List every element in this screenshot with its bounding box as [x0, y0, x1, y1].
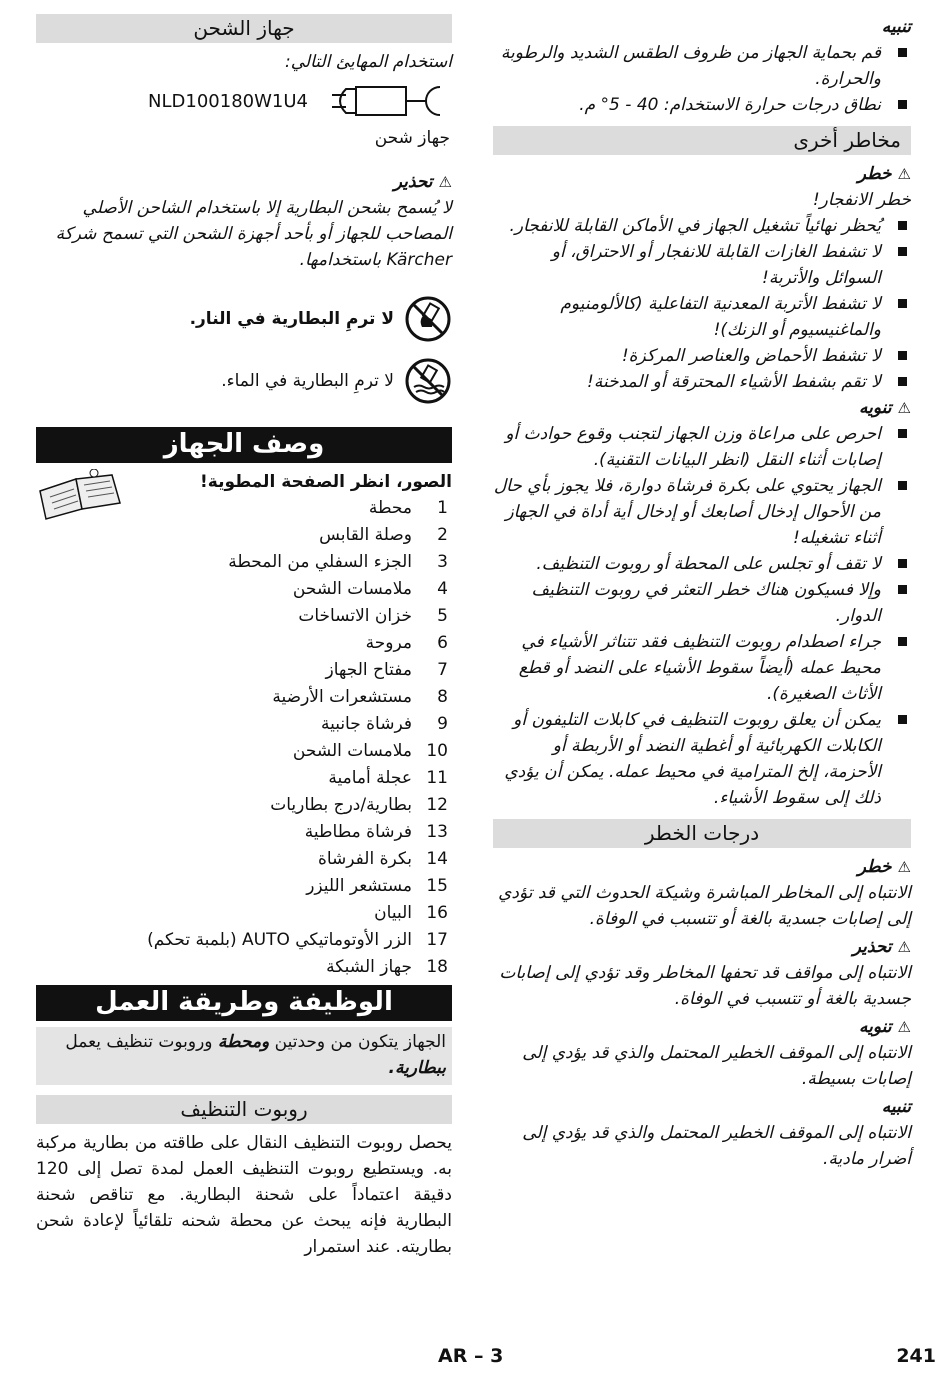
part-item	[36, 711, 452, 738]
part-number: 18	[426, 957, 448, 977]
function-text-b: وروبوت تنظيف يعمل	[65, 1032, 218, 1052]
part-item	[36, 900, 452, 927]
page-number: 241	[896, 1345, 936, 1367]
part-item	[36, 927, 452, 954]
warning-triangle-icon: ⚠	[897, 165, 911, 183]
part-number: 3	[437, 552, 448, 572]
level-text: الانتباه إلى المخاطر المباشرة وشيكة الحدوث التي قد تؤدي إلى إصابات جسدية بالغة أو تتسبب في الوفاة.	[498, 883, 911, 929]
warning-triangle-icon: ⚠	[897, 1018, 911, 1036]
danger-title-row	[493, 161, 911, 187]
danger-title: خطر	[857, 164, 892, 184]
part-number: 9	[437, 714, 448, 734]
part-number: 6	[437, 633, 448, 653]
part-number: 8	[437, 687, 448, 707]
part-item	[36, 630, 452, 657]
caution-list	[493, 421, 911, 811]
danger-levels	[493, 854, 911, 1172]
level-title-row	[493, 1014, 911, 1040]
part-label: مفتاح الجهاز	[325, 660, 412, 680]
part-item	[36, 846, 452, 873]
part-number: 17	[426, 930, 448, 950]
desc-heading: وصف الجهاز	[36, 427, 452, 463]
list-item: جراء اصطدام روبوت التنظيف فقد تتناثر الأشياء في محيط عمله (أيضاً سقوط الأشياء على النضد أو قطع الأثاث الصغيرة).	[493, 629, 911, 707]
part-label: خزان الاتساخات	[298, 606, 412, 626]
warning-triangle-icon: ⚠	[897, 938, 911, 956]
part-item	[36, 765, 452, 792]
part-number: 13	[426, 822, 448, 842]
caution-title: تحذير	[393, 172, 433, 192]
danger-subtitle: خطر الانفجار!	[812, 190, 911, 210]
function-text	[36, 1027, 452, 1085]
charger-intro: استخدام المهايئ التالي:	[285, 52, 452, 72]
part-label: الجزء السفلي من المحطة	[228, 552, 412, 572]
part-number: 1	[437, 498, 448, 518]
part-label: فرشاة مطاطية	[304, 822, 412, 842]
notice-title: تنبيه	[881, 17, 911, 37]
no-water-row	[36, 357, 452, 405]
list-item: احرص على مراعاة وزن الجهاز لتجنب وقوع حوادث أو إصابات أثناء النقل (انظر البيانات التقنية).	[493, 421, 911, 473]
part-number: 2	[437, 525, 448, 545]
part-label: جهاز الشبكة	[326, 957, 412, 977]
part-item	[36, 576, 452, 603]
list-item: لا تشفط الأتربة المعدنية التفاعلية (كالألومنيوم والماغنيسيوم أو الزنك)!	[493, 291, 911, 343]
caution-title-row	[493, 395, 911, 421]
part-label: البيان	[374, 903, 412, 923]
part-number: 15	[426, 876, 448, 896]
charger-caption: جهاز شحن	[374, 128, 450, 148]
part-item	[36, 873, 452, 900]
level-title: تنويه	[859, 1017, 892, 1037]
level-text: الانتباه إلى الموقف الخطير المحتمل والذي قد يؤدي إلى إصابات بسيطة.	[522, 1043, 911, 1089]
charger-heading: جهاز الشحن	[36, 14, 452, 43]
part-item	[36, 522, 452, 549]
other-risks-heading: مخاطر أخرى	[493, 126, 911, 155]
notice-list	[493, 40, 911, 118]
part-item	[36, 603, 452, 630]
list-item: يُحظر نهائياً تشغيل الجهاز في الأماكن القابلة للانفجار.	[493, 213, 911, 239]
part-label: ملامسات الشحن	[292, 741, 412, 761]
part-number: 4	[437, 579, 448, 599]
function-bold-station: ومحطة	[217, 1032, 270, 1052]
robot-text: يحصل روبوت التنظيف النقال على طاقته من بطارية مركبة به. ويستطيع روبوت التنظيف العمل لمدة تصل إلى 120 دقيقة اعتماداً على شحنة البطارية. مع تناقص شحنة البطارية فإنه يبحث عن محطة شحنه تلقائياً لإعادة شحن بطاريته. عند استمرار	[36, 1133, 452, 1257]
warning-triangle-icon: ⚠	[897, 858, 911, 876]
list-item: يمكن أن يعلق روبوت التنظيف في كابلات التليفون أو الكابلات الكهربائية أو أغطية النضد أو الأربطة أو الأحزمة، إلخ المترامية في محيط عمله. يمكن أن يؤدي ذلك إلى سقوط الأشياء.	[493, 707, 911, 811]
list-item: لا تقم بشفط الأشياء المحترقة أو المدخنة!	[493, 369, 911, 395]
function-text-a: الجهاز يتكون من وحدتين	[269, 1032, 446, 1052]
list-item: الجهاز يحتوي على بكرة فرشاة دوارة، فلا يجوز بأي حال من الأحوال إدخال أصابعك أو إدخال أية أداة في الجهاز أثناء تشغيله!	[493, 473, 911, 551]
part-number: 12	[426, 795, 448, 815]
part-label: فرشاة جانبية	[320, 714, 412, 734]
no-fire-icon	[404, 295, 452, 343]
part-item	[36, 549, 452, 576]
no-water-icon	[404, 357, 452, 405]
part-label: بكرة الفرشاة	[317, 849, 412, 869]
part-label: عجلة أمامية	[328, 768, 412, 788]
part-item	[36, 819, 452, 846]
footer-lang-page: AR – 3	[438, 1345, 504, 1367]
part-number: 5	[437, 606, 448, 626]
part-item	[36, 738, 452, 765]
list-item: لا تشفط الأحماض والعناصر المركزة!	[493, 343, 911, 369]
desc-section	[36, 469, 452, 981]
part-label: ملامسات الشحن	[292, 579, 412, 599]
no-water-text: لا ترمِ البطارية في الماء.	[221, 371, 394, 391]
level-text: الانتباه إلى الموقف الخطير المحتمل والذي قد يؤدي إلى أضرار مادية.	[522, 1123, 911, 1169]
function-heading: الوظيفة وطريقة العمل	[36, 985, 452, 1021]
part-number: 14	[426, 849, 448, 869]
part-number: 11	[426, 768, 448, 788]
caution-title-row	[36, 169, 452, 195]
list-item: قم بحماية الجهاز من ظروف الطقس الشديد والرطوبة والحرارة.	[493, 40, 911, 92]
part-number: 7	[437, 660, 448, 680]
part-label: محطة	[368, 498, 412, 518]
list-item: نطاق درجات حرارة الاستخدام: 40 - 5° م.	[493, 92, 911, 118]
danger-levels-heading: درجات الخطر	[493, 819, 911, 848]
list-item: لا تقف أو تجلس على المحطة أو روبوت التنظيف.	[493, 551, 911, 577]
charger-adapter-icon	[322, 81, 452, 121]
part-item	[36, 792, 452, 819]
part-item	[36, 684, 452, 711]
part-label: مستشعرات الأرضية	[272, 687, 412, 707]
no-fire-row	[36, 295, 452, 343]
level-title: تنبيه	[881, 1097, 911, 1117]
level-title: خطر	[857, 857, 892, 877]
part-label: بطارية/درج بطاريات	[270, 795, 412, 815]
level-title: تحذير	[852, 937, 892, 957]
open-manual-icon	[36, 469, 126, 521]
part-number: 16	[426, 903, 448, 923]
robot-heading: روبوت التنظيف	[36, 1095, 452, 1124]
list-item: وإلا فسيكون هناك خطر التعثر في روبوت التنظيف الدوار.	[493, 577, 911, 629]
part-label: الزر الأوتوماتيكي AUTO (بلمبة تحكم)	[147, 930, 412, 950]
level-title-row	[493, 934, 911, 960]
caution-text: لا يُسمح بشحن البطارية إلا باستخدام الشاحن الأصلي المصاحب للجهاز أو بأحد أجهزة الشحن التي تسمح شركة Kärcher باستخدامها.	[55, 198, 452, 270]
danger-list	[493, 213, 911, 395]
right-column	[493, 14, 911, 1172]
part-item	[36, 954, 452, 981]
charger-row	[36, 81, 452, 121]
warning-triangle-icon: ⚠	[897, 399, 911, 417]
function-bold-battery: ببطارية.	[388, 1058, 446, 1078]
part-label: مروحة	[365, 633, 412, 653]
level-title-row	[493, 1094, 911, 1120]
part-label: وصلة القابس	[319, 525, 412, 545]
left-column	[36, 14, 452, 1260]
warning-triangle-icon: ⚠	[438, 173, 452, 191]
part-number: 10	[426, 741, 448, 761]
level-text: الانتباه إلى مواقف قد تحفها المخاطر وقد تؤدي إلى إصابات جسدية بالغة أو تتسبب في الوفاة.	[499, 963, 911, 1009]
desc-intro: الصور، انظر الصفحة المطوية!	[200, 472, 452, 492]
caution-title: تنويه	[859, 398, 892, 418]
parts-list	[36, 495, 452, 981]
list-item: لا تشفط الغازات القابلة للانفجار أو الاحتراق، أو السوائل والأتربة!	[493, 239, 911, 291]
charger-model: NLD100180W1U4	[148, 90, 308, 112]
part-label: مستشعر الليزر	[306, 876, 412, 896]
no-fire-text: لا ترمِ البطارية في النار.	[189, 309, 394, 329]
level-title-row	[493, 854, 911, 880]
part-item	[36, 657, 452, 684]
